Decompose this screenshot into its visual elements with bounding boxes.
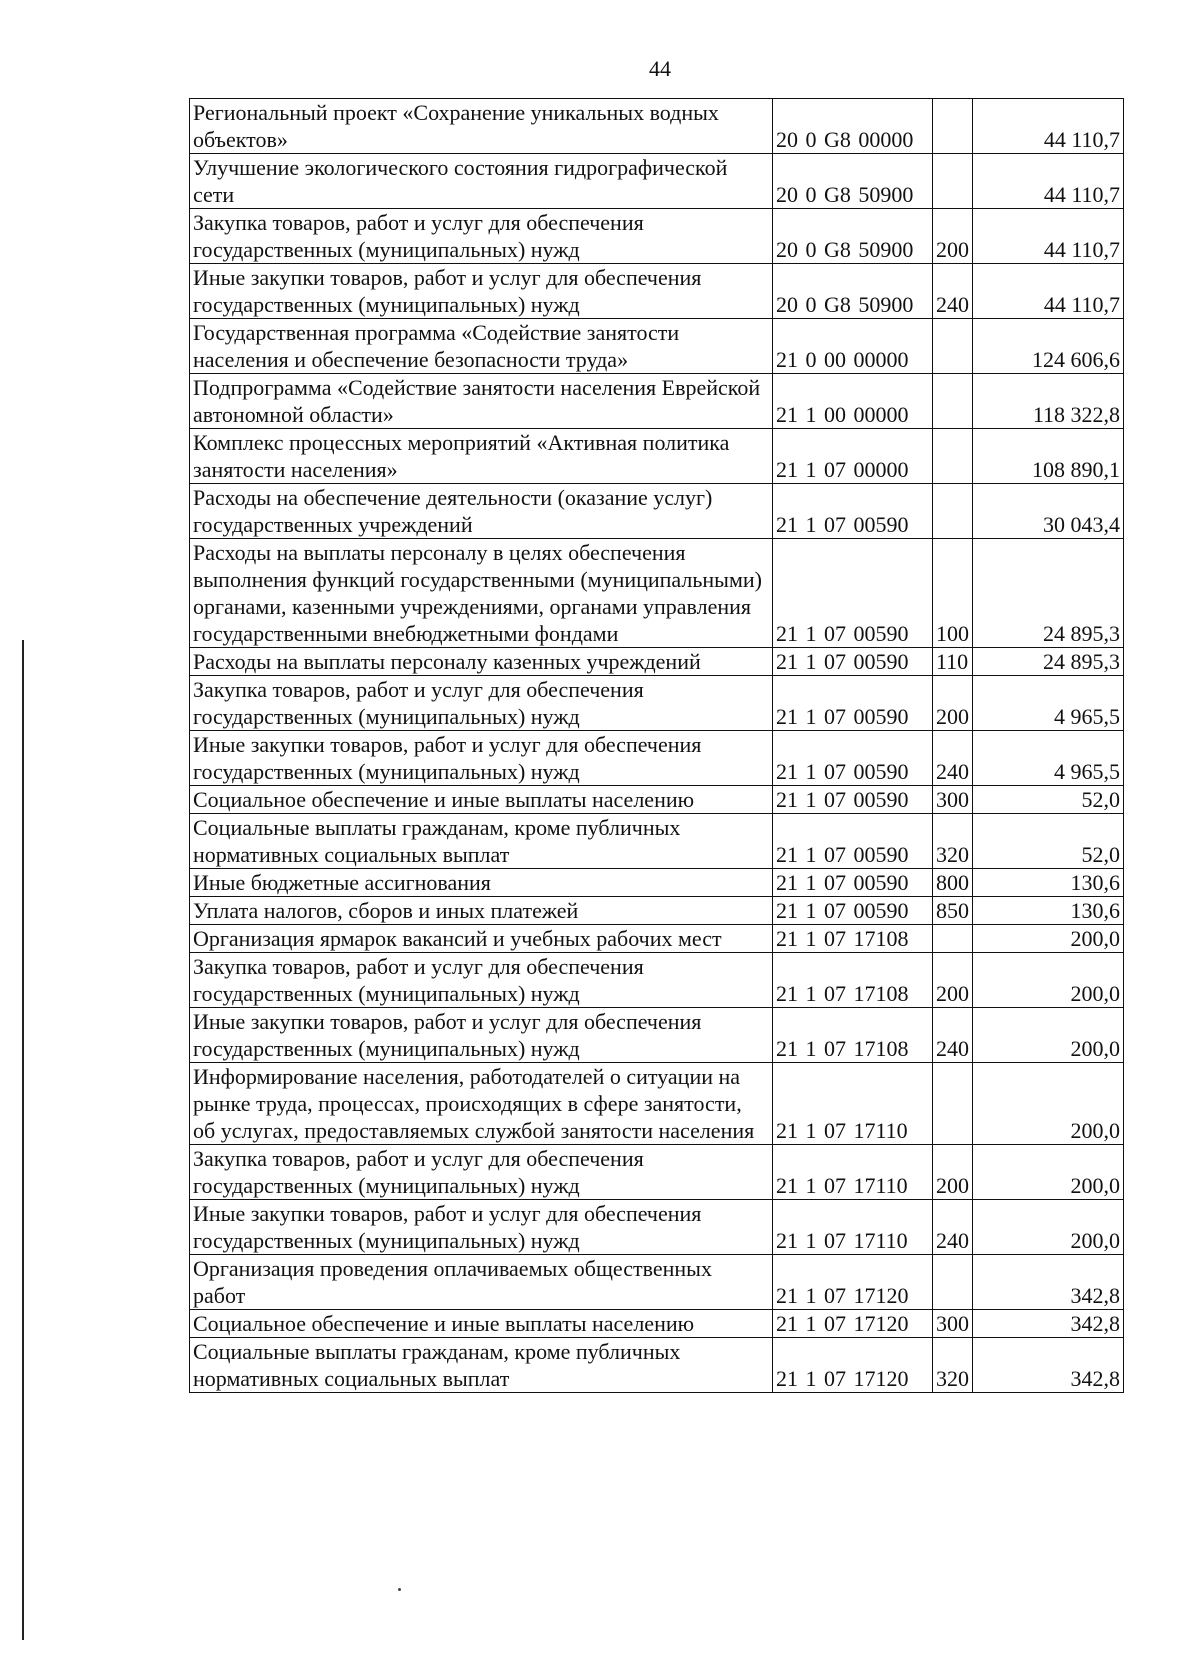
row-name-cell: Расходы на выплаты персоналу казенных учреждений bbox=[190, 648, 773, 676]
table-row bbox=[190, 1310, 1124, 1338]
row-expense-type-cell: 300 bbox=[933, 1310, 973, 1338]
row-expense-type-cell: 300 bbox=[933, 786, 973, 814]
row-amount-cell: 4 965,5 bbox=[973, 676, 1124, 731]
row-code-cell: 21 1 07 17110 bbox=[773, 1063, 933, 1145]
row-expense-type-cell: 200 bbox=[933, 953, 973, 1008]
table-row bbox=[190, 374, 1124, 429]
row-expense-type-cell: 850 bbox=[933, 897, 973, 925]
row-name-cell: Иные закупки товаров, работ и услуг для обеспечения государственных (муниципальных) нужд bbox=[190, 1008, 773, 1063]
row-name-cell: Иные закупки товаров, работ и услуг для обеспечения государственных (муниципальных) нужд bbox=[190, 1200, 773, 1255]
row-amount-cell: 4 965,5 bbox=[973, 731, 1124, 786]
table-row bbox=[190, 319, 1124, 374]
row-name-cell: Организация проведения оплачиваемых общественных работ bbox=[190, 1255, 773, 1310]
row-code-cell: 21 1 07 00590 bbox=[773, 648, 933, 676]
row-amount-cell: 200,0 bbox=[973, 1145, 1124, 1200]
row-amount-cell: 200,0 bbox=[973, 925, 1124, 953]
table-row bbox=[190, 429, 1124, 484]
row-expense-type-cell: 110 bbox=[933, 648, 973, 676]
row-expense-type-cell bbox=[933, 99, 973, 154]
row-code-cell: 20 0 G8 50900 bbox=[773, 209, 933, 264]
row-name-cell: Комплекс процессных мероприятий «Активная политика занятости населения» bbox=[190, 429, 773, 484]
table-row bbox=[190, 1200, 1124, 1255]
row-name-cell: Социальные выплаты гражданам, кроме публичных нормативных социальных выплат bbox=[190, 1338, 773, 1393]
row-name-cell: Социальное обеспечение и иные выплаты населению bbox=[190, 1310, 773, 1338]
row-code-cell: 21 1 07 00590 bbox=[773, 897, 933, 925]
table-row bbox=[190, 209, 1124, 264]
row-code-cell: 21 0 00 00000 bbox=[773, 319, 933, 374]
row-amount-cell: 124 606,6 bbox=[973, 319, 1124, 374]
table-row bbox=[190, 1145, 1124, 1200]
row-amount-cell: 342,8 bbox=[973, 1255, 1124, 1310]
row-name-cell: Иные бюджетные ассигнования bbox=[190, 869, 773, 897]
row-expense-type-cell: 100 bbox=[933, 539, 973, 648]
row-amount-cell: 130,6 bbox=[973, 897, 1124, 925]
table-row bbox=[190, 897, 1124, 925]
row-amount-cell: 342,8 bbox=[973, 1338, 1124, 1393]
table-row bbox=[190, 786, 1124, 814]
table-row bbox=[190, 264, 1124, 319]
row-expense-type-cell: 200 bbox=[933, 209, 973, 264]
row-code-cell: 21 1 07 00590 bbox=[773, 539, 933, 648]
row-amount-cell: 44 110,7 bbox=[973, 99, 1124, 154]
row-code-cell: 20 0 G8 50900 bbox=[773, 154, 933, 209]
row-code-cell: 21 1 07 17108 bbox=[773, 953, 933, 1008]
row-name-cell: Организация ярмарок вакансий и учебных рабочих мест bbox=[190, 925, 773, 953]
row-amount-cell: 24 895,3 bbox=[973, 648, 1124, 676]
row-amount-cell: 108 890,1 bbox=[973, 429, 1124, 484]
row-name-cell: Уплата налогов, сборов и иных платежей bbox=[190, 897, 773, 925]
row-name-cell: Закупка товаров, работ и услуг для обеспечения государственных (муниципальных) нужд bbox=[190, 953, 773, 1008]
row-code-cell: 21 1 00 00000 bbox=[773, 374, 933, 429]
row-name-cell: Иные закупки товаров, работ и услуг для обеспечения государственных (муниципальных) нужд bbox=[190, 731, 773, 786]
row-name-cell: Расходы на обеспечение деятельности (оказание услуг) государственных учреждений bbox=[190, 484, 773, 539]
row-expense-type-cell: 320 bbox=[933, 1338, 973, 1393]
row-expense-type-cell bbox=[933, 925, 973, 953]
table-row bbox=[190, 648, 1124, 676]
table-row bbox=[190, 1255, 1124, 1310]
row-name-cell: Информирование населения, работодателей о ситуации на рынке труда, процессах, происходящих в сфере занятости, об услугах, предоставляемых службой занятости населения bbox=[190, 1063, 773, 1145]
row-expense-type-cell bbox=[933, 319, 973, 374]
row-code-cell: 21 1 07 00590 bbox=[773, 814, 933, 869]
row-amount-cell: 44 110,7 bbox=[973, 154, 1124, 209]
row-expense-type-cell: 240 bbox=[933, 731, 973, 786]
scan-margin-line bbox=[22, 640, 24, 1640]
scan-speck bbox=[398, 1588, 401, 1591]
row-code-cell: 21 1 07 00000 bbox=[773, 429, 933, 484]
row-name-cell: Иные закупки товаров, работ и услуг для обеспечения государственных (муниципальных) нужд bbox=[190, 264, 773, 319]
row-expense-type-cell: 240 bbox=[933, 1008, 973, 1063]
row-amount-cell: 52,0 bbox=[973, 814, 1124, 869]
row-code-cell: 21 1 07 00590 bbox=[773, 676, 933, 731]
table-row bbox=[190, 154, 1124, 209]
row-expense-type-cell: 800 bbox=[933, 869, 973, 897]
row-amount-cell: 118 322,8 bbox=[973, 374, 1124, 429]
row-amount-cell: 44 110,7 bbox=[973, 264, 1124, 319]
row-name-cell: Закупка товаров, работ и услуг для обеспечения государственных (муниципальных) нужд bbox=[190, 676, 773, 731]
row-name-cell: Социальное обеспечение и иные выплаты населению bbox=[190, 786, 773, 814]
row-code-cell: 21 1 07 17120 bbox=[773, 1310, 933, 1338]
row-expense-type-cell: 240 bbox=[933, 1200, 973, 1255]
row-amount-cell: 44 110,7 bbox=[973, 209, 1124, 264]
row-code-cell: 20 0 G8 50900 bbox=[773, 264, 933, 319]
table-row bbox=[190, 676, 1124, 731]
row-amount-cell: 342,8 bbox=[973, 1310, 1124, 1338]
row-code-cell: 21 1 07 00590 bbox=[773, 786, 933, 814]
row-expense-type-cell: 200 bbox=[933, 1145, 973, 1200]
row-code-cell: 21 1 07 00590 bbox=[773, 731, 933, 786]
budget-table-body bbox=[190, 99, 1124, 1393]
row-expense-type-cell bbox=[933, 374, 973, 429]
table-row bbox=[190, 1063, 1124, 1145]
table-row bbox=[190, 925, 1124, 953]
table-row bbox=[190, 1338, 1124, 1393]
row-expense-type-cell bbox=[933, 1255, 973, 1310]
row-code-cell: 21 1 07 00590 bbox=[773, 869, 933, 897]
budget-table bbox=[189, 98, 1124, 1393]
table-row bbox=[190, 99, 1124, 154]
row-code-cell: 21 1 07 17120 bbox=[773, 1338, 933, 1393]
row-expense-type-cell: 200 bbox=[933, 676, 973, 731]
row-name-cell: Закупка товаров, работ и услуг для обеспечения государственных (муниципальных) нужд bbox=[190, 209, 773, 264]
row-name-cell: Закупка товаров, работ и услуг для обеспечения государственных (муниципальных) нужд bbox=[190, 1145, 773, 1200]
row-expense-type-cell bbox=[933, 154, 973, 209]
table-row bbox=[190, 1008, 1124, 1063]
row-amount-cell: 130,6 bbox=[973, 869, 1124, 897]
table-row bbox=[190, 539, 1124, 648]
row-amount-cell: 200,0 bbox=[973, 1008, 1124, 1063]
row-code-cell: 21 1 07 17110 bbox=[773, 1200, 933, 1255]
row-code-cell: 20 0 G8 00000 bbox=[773, 99, 933, 154]
budget-table-container bbox=[189, 98, 1123, 1393]
row-name-cell: Социальные выплаты гражданам, кроме публичных нормативных социальных выплат bbox=[190, 814, 773, 869]
row-expense-type-cell bbox=[933, 484, 973, 539]
table-row bbox=[190, 484, 1124, 539]
table-row bbox=[190, 731, 1124, 786]
row-name-cell: Расходы на выплаты персоналу в целях обеспечения выполнения функций государственными (муниципальными) органами, казенными учреждениями, органами управления государственными внебюджетными фондами bbox=[190, 539, 773, 648]
row-name-cell: Подпрограмма «Содействие занятости населения Еврейской автономной области» bbox=[190, 374, 773, 429]
row-expense-type-cell bbox=[933, 429, 973, 484]
row-amount-cell: 200,0 bbox=[973, 1200, 1124, 1255]
row-code-cell: 21 1 07 17110 bbox=[773, 1145, 933, 1200]
row-amount-cell: 200,0 bbox=[973, 1063, 1124, 1145]
row-amount-cell: 52,0 bbox=[973, 786, 1124, 814]
row-code-cell: 21 1 07 17108 bbox=[773, 925, 933, 953]
table-row bbox=[190, 869, 1124, 897]
row-code-cell: 21 1 07 00590 bbox=[773, 484, 933, 539]
row-expense-type-cell: 320 bbox=[933, 814, 973, 869]
row-code-cell: 21 1 07 17120 bbox=[773, 1255, 933, 1310]
row-amount-cell: 24 895,3 bbox=[973, 539, 1124, 648]
row-code-cell: 21 1 07 17108 bbox=[773, 1008, 933, 1063]
row-name-cell: Региональный проект «Сохранение уникальных водных объектов» bbox=[190, 99, 773, 154]
row-amount-cell: 200,0 bbox=[973, 953, 1124, 1008]
row-name-cell: Государственная программа «Содействие занятости населения и обеспечение безопасности труда» bbox=[190, 319, 773, 374]
table-row bbox=[190, 953, 1124, 1008]
row-expense-type-cell: 240 bbox=[933, 264, 973, 319]
table-row bbox=[190, 814, 1124, 869]
row-expense-type-cell bbox=[933, 1063, 973, 1145]
row-name-cell: Улучшение экологического состояния гидрографической сети bbox=[190, 154, 773, 209]
row-amount-cell: 30 043,4 bbox=[973, 484, 1124, 539]
page-number: 44 bbox=[649, 56, 671, 81]
